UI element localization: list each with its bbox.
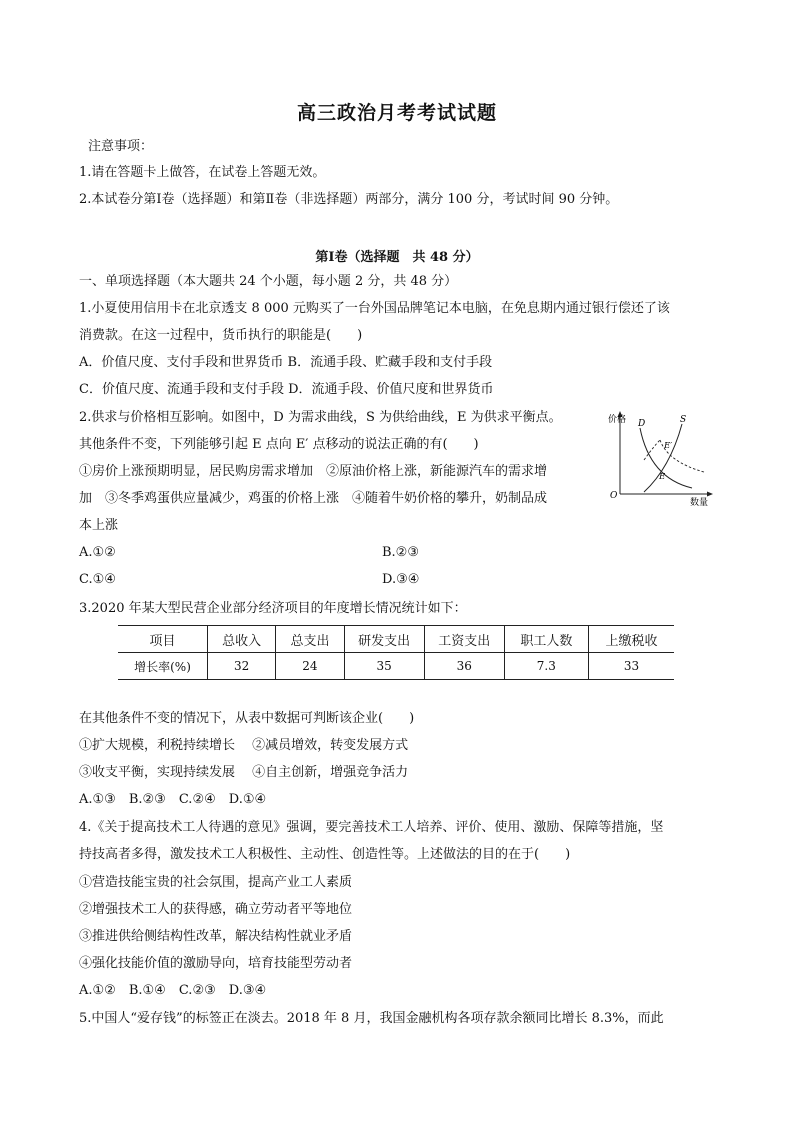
table-row	[118, 653, 674, 680]
table-header-cell: 总支出	[276, 626, 344, 653]
y-axis-label: 价格	[608, 415, 627, 425]
q2-option-a: A.①②	[79, 545, 116, 560]
q3-choices-2: ③收支平衡，实现持续发展 ④自主创新，增强竞争活力	[79, 765, 409, 780]
x-axis-arrow	[707, 492, 713, 497]
q1-stem-line-1: 1.小夏使用信用卡在北京透支 8 000 元购买了一台外国品牌笔记本电脑，在免息期内通过银行偿还了该	[79, 301, 670, 316]
notes-heading: 注意事项：	[88, 139, 154, 154]
x-axis-label: 数量	[690, 498, 709, 508]
q4-choice-1: ①营造技能宝贵的社会氛围，提高产业工人素质	[79, 875, 353, 890]
q1-stem-line-2: 消费款。在这一过程中，货币执行的职能是( )	[79, 328, 363, 343]
table-header-row	[118, 626, 674, 653]
table-cell: 36	[424, 653, 504, 680]
point-label-e: E	[659, 472, 666, 482]
table-cell: 33	[588, 653, 674, 680]
origin-label: O	[610, 491, 618, 501]
table-header-cell: 总收入	[208, 626, 276, 653]
table-cell: 35	[344, 653, 424, 680]
q2-option-d: D.③④	[382, 572, 420, 587]
q5-stem: 5.中国人“爱存钱”的标签正在淡去。2018 年 8 月，我国金融机构各项存款余额同比增长 8.3%，而此	[79, 1011, 664, 1026]
q3-stem: 3.2020 年某大型民营企业部分经济项目的年度增长情况统计如下：	[79, 601, 467, 616]
table-header-cell: 工资支出	[424, 626, 504, 653]
growth-table	[118, 625, 674, 680]
q4-stem-line-1: 4.《关于提高技术工人待遇的意见》强调，要完善技术工人培养、评价、使用、激励、保障等措施，坚	[79, 820, 664, 835]
q2-stem-line-5: 本上涨	[79, 518, 119, 533]
q3-options: A.①③ B.②③ C.②④ D.①④	[79, 792, 267, 807]
part-intro: 一、单项选择题（本大题共 24 个小题，每小题 2 分，共 48 分）	[79, 274, 458, 289]
q3-question: 在其他条件不变的情况下，从表中数据可判断该企业( )	[79, 711, 415, 726]
table-cell: 24	[276, 653, 344, 680]
supply-demand-graph	[604, 408, 716, 508]
table-header-cell: 研发支出	[344, 626, 424, 653]
q1-options-cd: C．价值尺度、流通手段和支付手段 D．流通手段、价值尺度和世界货币	[79, 382, 494, 397]
table-cell: 增长率(%)	[118, 653, 208, 680]
table-cell: 7.3	[504, 653, 588, 680]
q4-choice-2: ②增强技术工人的获得感，确立劳动者平等地位	[79, 902, 353, 917]
q2-stem-line-1: 2.供求与价格相互影响。如图中，D 为需求曲线，S 为供给曲线，E 为供求平衡点。	[79, 410, 562, 425]
curve-label-d: D	[638, 419, 646, 429]
q2-option-c: C.①④	[79, 572, 116, 587]
table-header-cell: 职工人数	[504, 626, 588, 653]
q4-options: A.①② B.①④ C.②③ D.③④	[79, 983, 267, 998]
q4-choice-3: ③推进供给侧结构性改革，解决结构性就业矛盾	[79, 929, 353, 944]
point-label-e-prime: E′	[664, 441, 673, 451]
q2-stem-line-3: ①房价上涨预期明显，居民购房需求增加 ②原油价格上涨，新能源汽车的需求增	[79, 464, 548, 479]
table-header-cell: 项目	[118, 626, 208, 653]
notes-item-2: 2.本试卷分第Ⅰ卷（选择题）和第Ⅱ卷（非选择题）两部分，满分 100 分，考试时间 90 分钟。	[79, 192, 619, 207]
curve-label-s: S	[680, 415, 687, 425]
q1-options-ab: A．价值尺度、支付手段和世界货币 B．流通手段、贮藏手段和支付手段	[79, 355, 493, 370]
demand-curve	[640, 428, 692, 488]
page-title: 高三政治月考考试试题	[296, 102, 497, 124]
q2-stem-line-4: 加 ③冬季鸡蛋供应量减少，鸡蛋的价格上涨 ④随着牛奶价格的攀升，奶制品成	[79, 491, 548, 506]
section-title: 第Ⅰ卷（选择题 共 48 分）	[315, 250, 479, 265]
q2-stem-line-2: 其他条件不变，下列能够引起 E 点向 E′ 点移动的说法正确的有( )	[79, 437, 479, 452]
q3-choices-1: ①扩大规模，利税持续增长 ②减员增效，转变发展方式	[79, 738, 409, 753]
table-cell: 32	[208, 653, 276, 680]
table-header-cell: 上缴税收	[588, 626, 674, 653]
q4-stem-line-2: 持技高者多得，激发技术工人积极性、主动性、创造性等。上述做法的目的在于( )	[79, 847, 571, 862]
notes-item-1: 1.请在答题卡上做答，在试卷上答题无效。	[79, 165, 326, 180]
q4-choice-4: ④强化技能价值的激励导向，培育技能型劳动者	[79, 956, 353, 971]
q2-option-b: B.②③	[382, 545, 419, 560]
